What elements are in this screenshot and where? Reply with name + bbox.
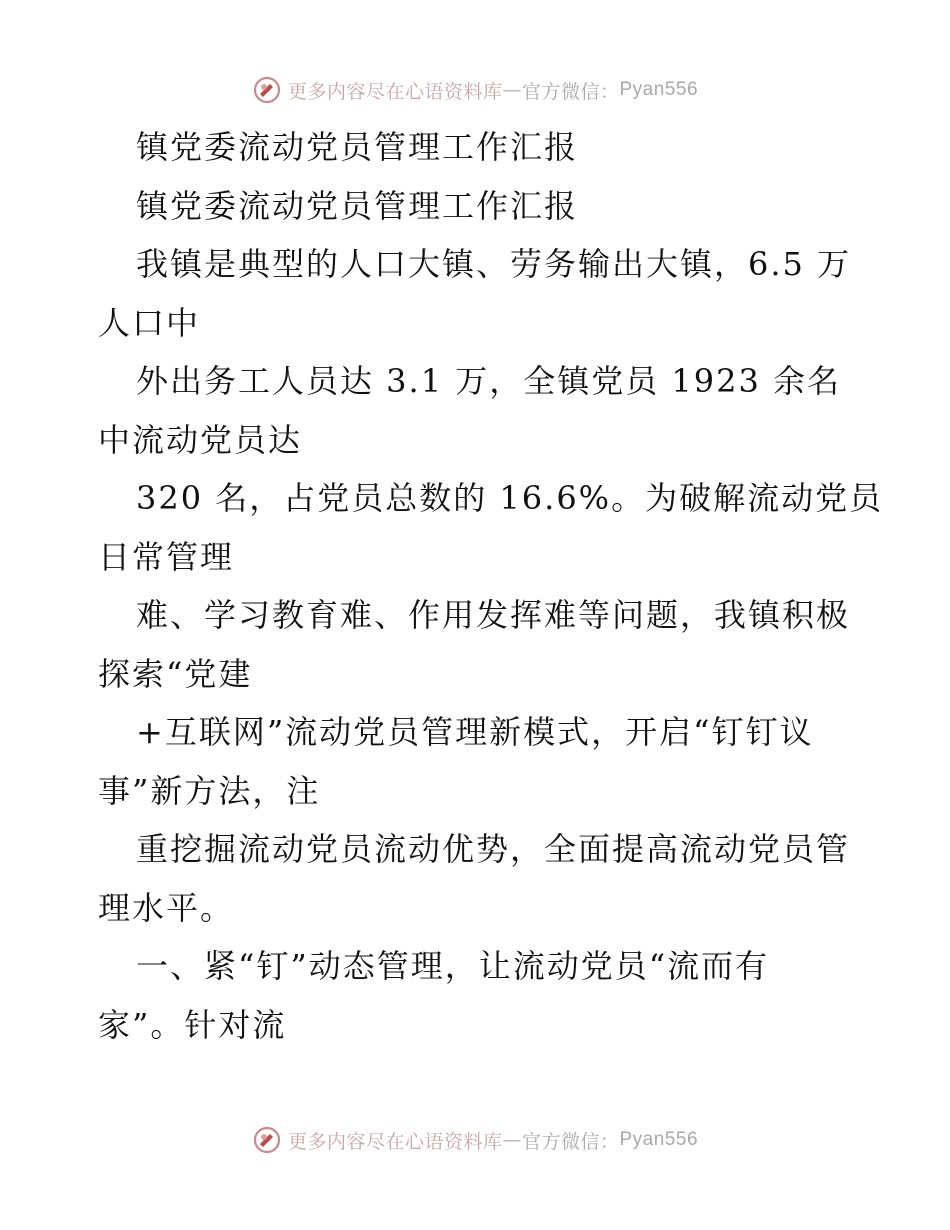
text-line: +互联网”流动党员管理新模式，开启“钉钉议 [136,713,814,751]
watermark-brand: 更多内容尽在心语资料库 [287,80,503,103]
watermark-label: 官方微信： [521,80,620,103]
text-line: 家”。针对流 [98,1005,287,1044]
text-line: 我镇是典型的人口大镇、劳务输出大镇，6.5 万 [136,245,852,283]
header-watermark [0,70,950,110]
watermark-dash: — [502,79,522,101]
logo-icon [252,1125,282,1155]
logo-icon [252,75,282,105]
text-line: 理水平。 [98,888,235,927]
text-line: 重挖掘流动党员流动优势，全面提高流动党员管 [136,830,851,868]
watermark-label: 官方微信： [521,1130,620,1153]
text-line: 难、学习教育难、作用发挥难等问题，我镇积极 [136,596,851,634]
text-line: 日常管理 [98,537,235,576]
text-line: 人口中 [98,303,201,342]
text-line: 事”新方法，注 [98,771,321,810]
text-line: 中流动党员达 [98,420,303,459]
watermark-id: Pyan556 [619,1129,699,1150]
footer-watermark [0,1120,950,1160]
text-line: 320 名，占党员总数的 16.6%。为破解流动党员 [136,479,884,517]
watermark-dash: — [502,1129,522,1151]
section-heading: 一、紧“钉”动态管理，让流动党员“流而有 [136,947,770,985]
document-title: 镇党委流动党员管理工作汇报 [136,128,579,166]
text-line: 探索“党建 [98,654,253,693]
watermark-id: Pyan556 [619,79,699,100]
text-line: 外出务工人员达 3.1 万，全镇党员 1923 余名 [136,362,842,400]
document-subtitle: 镇党委流动党员管理工作汇报 [136,186,579,225]
document-body [98,118,884,1054]
watermark-brand: 更多内容尽在心语资料库 [287,1130,503,1153]
